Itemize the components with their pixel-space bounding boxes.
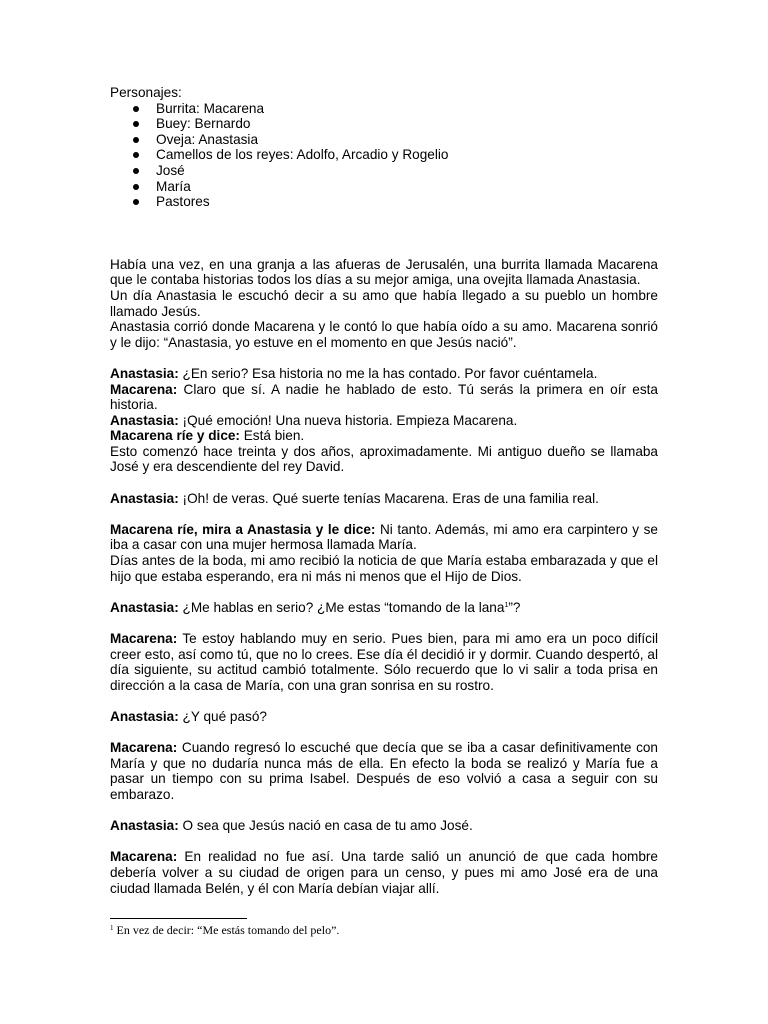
bullet-icon: [133, 199, 139, 205]
bullet-icon: [133, 184, 139, 190]
list-item: María: [110, 179, 658, 195]
spacer: [110, 210, 658, 257]
dialogue-line: Anastasia: ¿En serio? Esa historia no me la has contado. Por favor cuéntamela.: [110, 365, 598, 381]
speaker-label: Macarena:: [110, 381, 178, 397]
spacer: [110, 834, 658, 850]
spacer: [110, 725, 658, 741]
dialogue-line: Anastasia: ¿Me hablas en serio? ¿Me estas “tomando de la lana$^1$”?: [110, 599, 521, 615]
dialogue-continuation: Esto comenzó hace treinta y dos años, aproximadamente. Mi antiguo dueño se llamaba José y era descendiente del rey David.: [110, 443, 658, 475]
bullet-icon: [133, 152, 139, 158]
spacer: [110, 584, 658, 600]
speaker-label: Anastasia:: [110, 365, 179, 381]
list-item: Oveja: Anastasia: [110, 132, 658, 148]
dialogue-line: Macarena ríe, mira a Anastasia y le dice: Ni tanto. Además, mi amo era carpintero y se iba a casar con una mujer hermosa llamada María.: [110, 521, 658, 553]
intro-paragraph: Un día Anastasia le escuchó decir a su amo que había llegado a su pueblo un hombre llamado Jesús.: [110, 287, 658, 319]
footnote-ref[interactable]: 1: [504, 601, 509, 609]
list-item: José: [110, 163, 658, 179]
speaker-label: Anastasia:: [110, 708, 179, 724]
dialogue-line: Macarena: En realidad no fue así. Una tarde salió un anunció de que cada hombre debería volver a su ciudad de origen para un censo, y pues mi amo José era de una ciudad llamada Belén, y él con María debían viajar allí.: [110, 849, 658, 896]
characters-list: [110, 101, 658, 210]
characters-title: Personajes:: [110, 85, 182, 100]
spacer: [110, 693, 658, 709]
bullet-icon: [133, 106, 139, 112]
spacer: [110, 350, 658, 366]
dialogue-line: Macarena: Te estoy hablando muy en serio. Pues bien, para mi amo era un poco difícil creer esto, así como tú, que no lo crees. Ese día él decidió ir y dormir. Cuando despertó, al día siguiente, su actitud cambió totalmente. Sólo recuerdo que lo vi salir a toda prisa en dirección a la casa de María, con una gran sonrisa en su rostro.: [110, 631, 658, 693]
list-item: Buey: Bernardo: [110, 116, 658, 132]
speaker-label: Macarena:: [110, 740, 178, 756]
footnote: [110, 923, 339, 937]
bullet-icon: [133, 137, 139, 143]
speaker-label: Anastasia:: [110, 599, 179, 615]
speaker-label: Anastasia:: [110, 818, 179, 834]
bullet-icon: [133, 121, 139, 127]
footnote-number: 1: [110, 924, 114, 932]
intro-paragraph: Había una vez, en una granja a las afueras de Jerusalén, una burrita llamada Macarena que le contaba historias todos los días a su mejor amiga, una ovejita llamada Anastasia.: [110, 256, 658, 288]
speaker-label: Anastasia:: [110, 412, 179, 428]
dialogue-line: Macarena ríe y dice: Está bien.: [110, 428, 305, 444]
dialogue-line: Macarena: Claro que sí. A nadie he hablado de esto. Tú serás la primera en oír esta historia.: [110, 381, 658, 413]
speaker-label: Anastasia:: [110, 490, 179, 506]
speaker-label: Macarena ríe y dice:: [110, 428, 240, 444]
spacer: [110, 475, 658, 491]
dialogue-line: Anastasia: ¡Oh! de veras. Qué suerte tenías Macarena. Eras de una familia real.: [110, 490, 599, 506]
list-item: Burrita: Macarena: [110, 101, 658, 117]
bullet-icon: [133, 168, 139, 174]
footnote-text: En vez de decir: “Me estás tomando del pelo”.: [113, 923, 340, 937]
speaker-label: Macarena:: [110, 849, 178, 865]
list-item: Camellos de los reyes: Adolfo, Arcadio y Rogelio: [110, 147, 658, 163]
list-item: Pastores: [110, 194, 658, 210]
intro-paragraph: Anastasia corrió donde Macarena y le contó lo que había oído a su amo. Macarena sonrió y le dijo: “Anastasia, yo estuve en el momento en que Jesús nació”.: [110, 319, 658, 350]
speaker-label: Macarena:: [110, 631, 178, 646]
spacer: [110, 506, 658, 522]
dialogue-line: Anastasia: ¿Y qué pasó?: [110, 708, 267, 724]
dialogue-continuation: Días antes de la boda, mi amo recibió la noticia de que María estaba embarazada y que el hijo que estaba esperando, era ni más ni menos que el Hijo de Dios.: [110, 553, 658, 584]
spacer: [110, 803, 658, 819]
dialogue-line: Macarena: Cuando regresó lo escuché que decía que se iba a casar definitivamente con María y que no dudaría nunca más de ella. En efecto la boda se realizó y María fue a pasar un tiempo con su prima Isabel. Después de eso volvió a casa a seguir con su embarazo.: [110, 740, 658, 802]
speaker-label: Macarena ríe, mira a Anastasia y le dice:: [110, 521, 376, 537]
dialogue-line: Anastasia: O sea que Jesús nació en casa de tu amo José.: [110, 818, 473, 834]
spacer: [110, 615, 658, 631]
footnote-divider: [110, 918, 247, 919]
dialogue-line: Anastasia: ¡Qué emoción! Una nueva historia. Empieza Macarena.: [110, 412, 518, 428]
document-body: [110, 85, 658, 896]
